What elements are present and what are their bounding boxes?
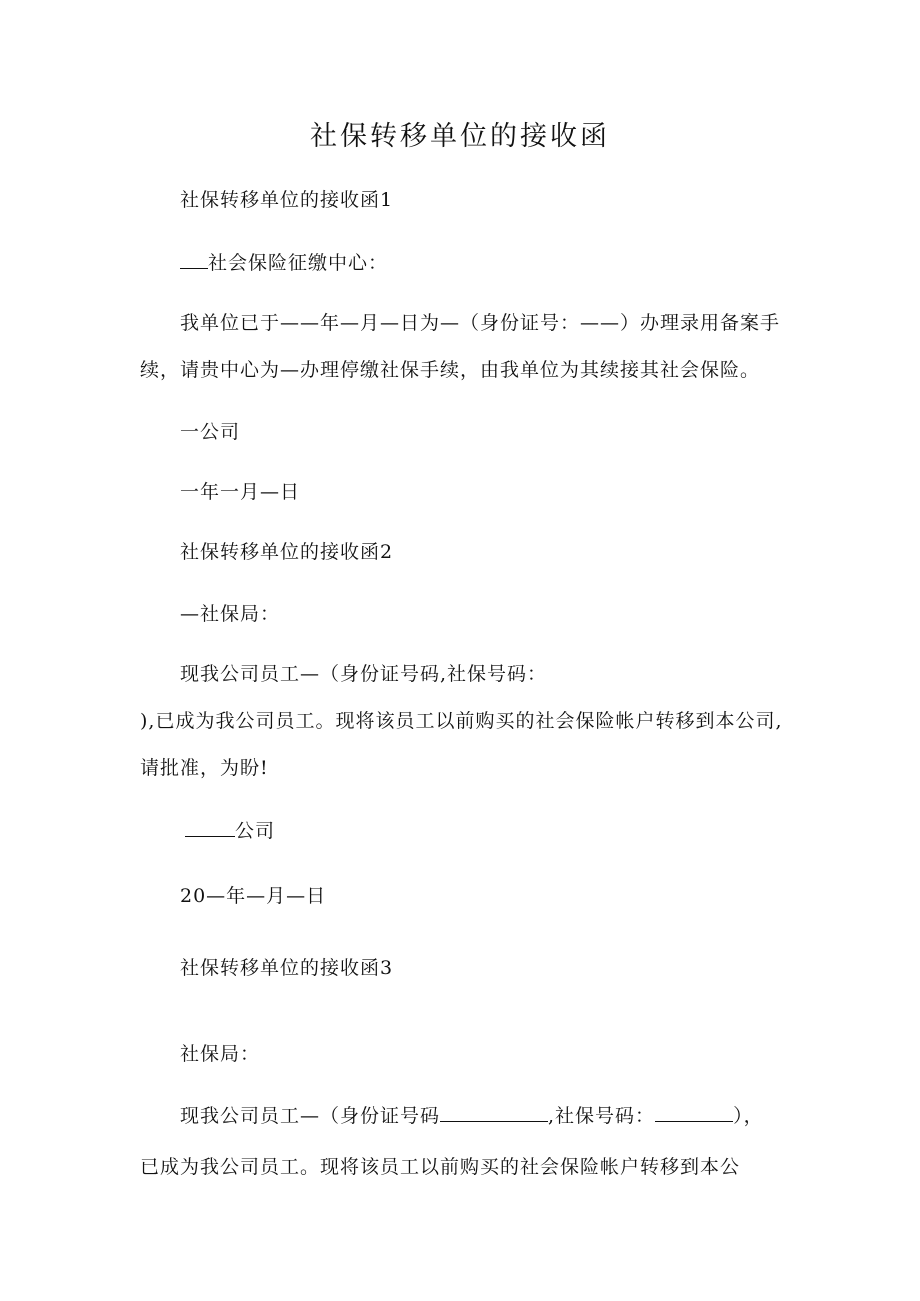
letter1-date: 一年一月—日 [180,481,301,503]
letter2-addressee: —社保局： [180,603,281,625]
blank-underline [440,1103,548,1122]
blank-underline [655,1103,733,1122]
letter3-body-line1-part-b: ,社保号码： [548,1105,656,1127]
blank-underline [180,250,208,269]
letter1-company: 一公司 [180,421,241,443]
letter1-body-line1: 我单位已于——年—月—日为—（身份证号：——）办理录用备案手 [180,312,781,334]
letter2-date: 20—年—月—日 [180,885,327,907]
letter3-body-line1-part-c: ）， [733,1105,764,1127]
letter2-body-line3: 请批准，为盼! [140,757,269,779]
letter2-body-line2: ),已成为我公司员工。现将该员工以前购买的社会保险帐户转移到本公司, [140,710,783,732]
letter1-addressee: 社会保险征缴中心： [208,252,389,274]
letter3-body-line1 [180,1103,764,1128]
letter3-heading: 社保转移单位的接收函3 [180,957,394,979]
document-title: 社保转移单位的接收函 [310,121,610,152]
letter2-body-line1: 现我公司员工—（身份证号码,社保号码： [180,663,548,685]
letter3-body-line1-part-a: 现我公司员工—（身份证号码 [180,1105,441,1127]
letter1-body-line2: 续，请贵中心为—办理停缴社保手续，由我单位为其续接其社会保险。 [140,359,761,381]
letter2-heading: 社保转移单位的接收函2 [180,541,394,563]
letter2-company: 公司 [235,820,276,842]
letter3-body-line2: 已成为我公司员工。现将该员工以前购买的社会保险帐户转移到本公 [140,1156,741,1178]
letter1-addressee-line [180,250,388,275]
letter2-company-line [185,818,275,843]
blank-underline [185,818,235,837]
letter3-addressee: 社保局： [180,1043,261,1065]
letter1-heading: 社保转移单位的接收函1 [180,189,394,211]
